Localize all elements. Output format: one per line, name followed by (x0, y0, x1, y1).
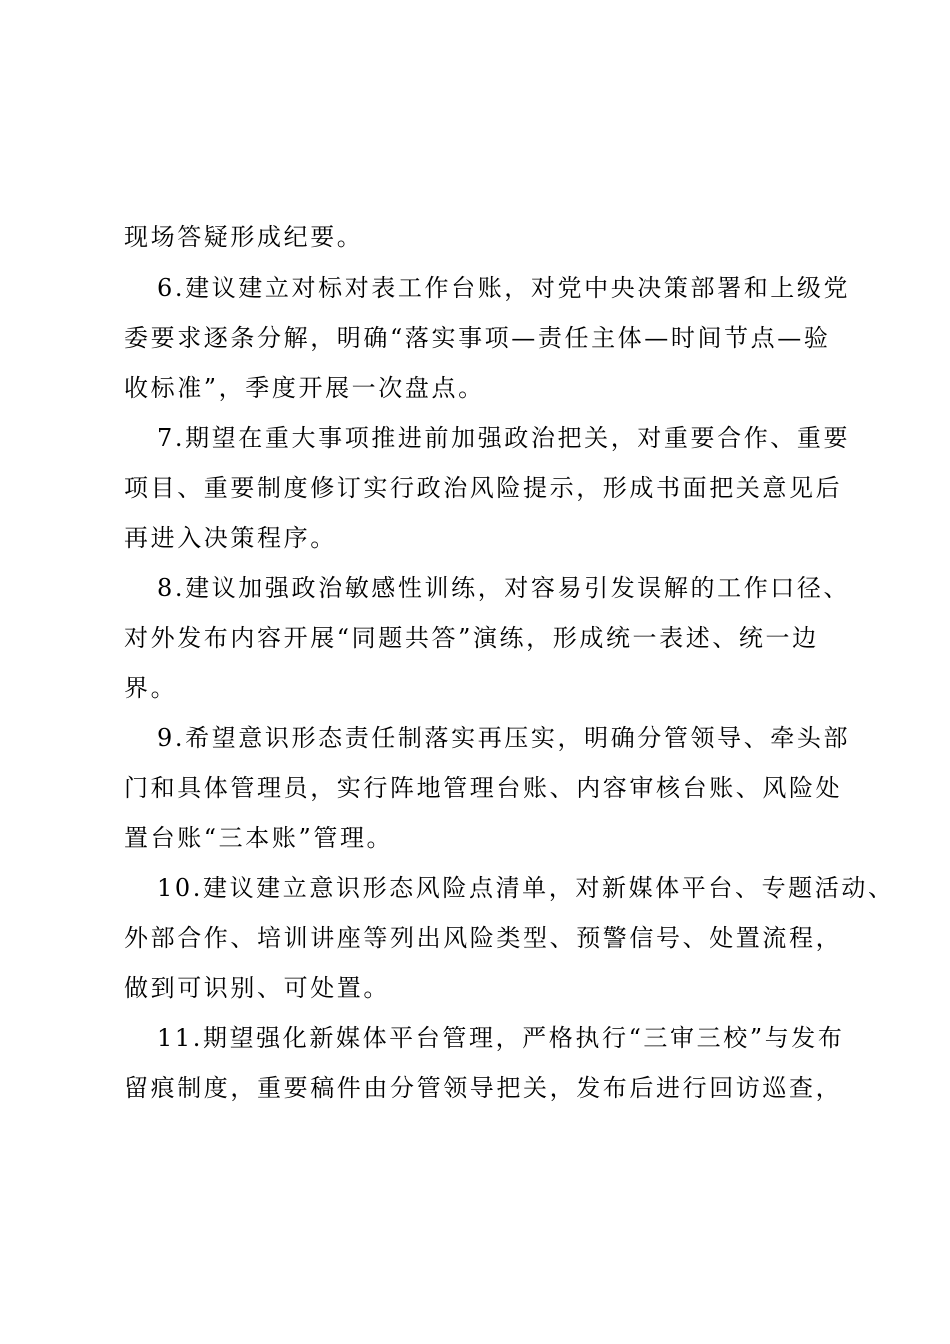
paragraph-11-line: 留痕制度，重要稿件由分管领导把关，发布后进行回访巡查， (124, 1074, 843, 1102)
paragraph-8-line: 8.建议加强政治敏感性训练，对容易引发误解的工作口径、 (157, 574, 851, 602)
paragraph-10-line: 做到可识别、可处置。 (124, 974, 390, 1002)
paragraph-6-line: 6.建议建立对标对表工作台账，对党中央决策部署和上级党 (157, 274, 851, 302)
paragraph-9-line: 置台账“三本账”管理。 (124, 824, 394, 852)
paragraph-10-line: 外部合作、培训讲座等列出风险类型、预警信号、处置流程， (124, 924, 843, 952)
paragraph-6-line: 委要求逐条分解，明确“落实事项—责任主体—时间节点—验 (124, 324, 831, 352)
paragraph-11-line: 11.期望强化新媒体平台管理，严格执行“三审三校”与发布 (157, 1024, 845, 1052)
paragraph-7-line: 再进入决策程序。 (124, 524, 337, 552)
paragraph-7-line: 项目、重要制度修订实行政治风险提示，形成书面把关意见后 (124, 474, 843, 502)
paragraph-8-line: 界。 (124, 674, 178, 702)
paragraph-6-line: 收标准”，季度开展一次盘点。 (124, 374, 485, 402)
paragraph-7-line: 7.期望在重大事项推进前加强政治把关，对重要合作、重要 (157, 424, 851, 452)
paragraph-10-line: 10.建议建立意识形态风险点清单，对新媒体平台、专题活动、 (157, 874, 895, 902)
paragraph-9-line: 门和具体管理员，实行阵地管理台账、内容审核台账、风险处 (124, 774, 843, 802)
paragraph-9-line: 9.希望意识形态责任制落实再压实，明确分管领导、牵头部 (157, 724, 851, 752)
text-line: 现场答疑形成纪要。 (124, 223, 364, 251)
paragraph-8-line: 对外发布内容开展“同题共答”演练，形成统一表述、统一边 (124, 624, 819, 652)
